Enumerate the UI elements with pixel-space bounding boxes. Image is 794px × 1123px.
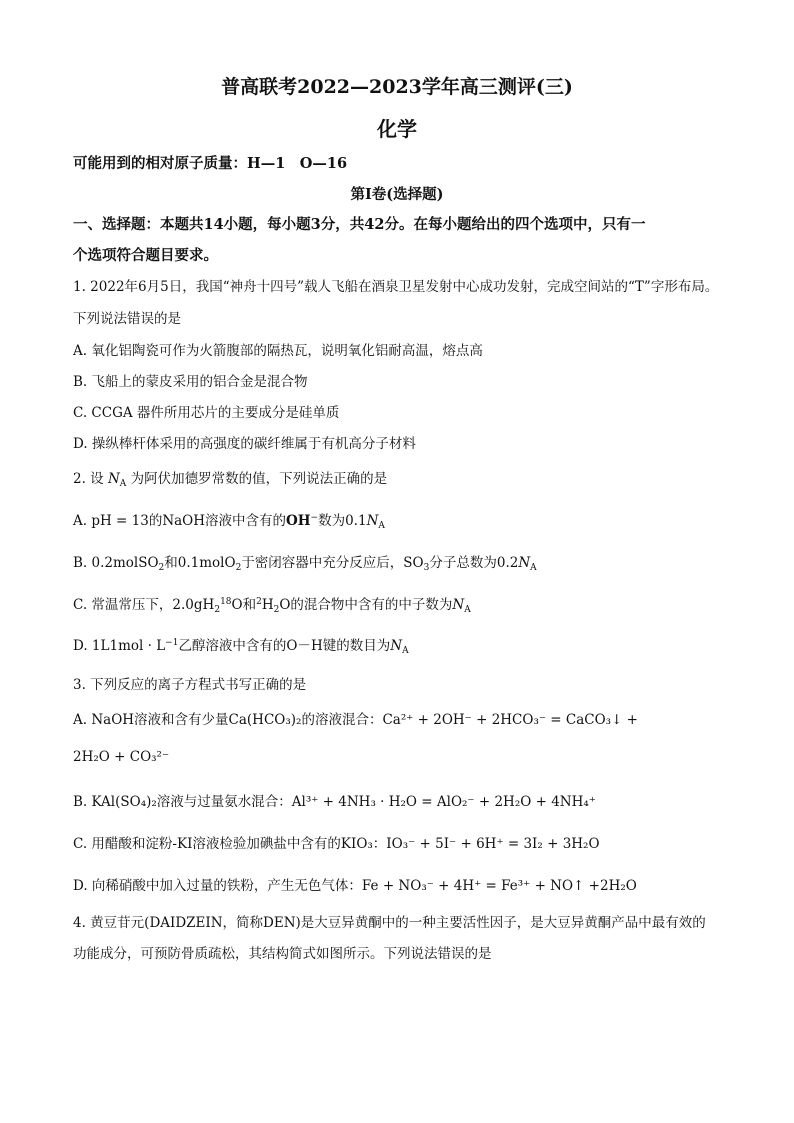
q2-d-text2: 乙醇溶液中含有的O－H键的数目为 xyxy=(178,638,391,654)
q1-option-c: C. CCGA 器件所用芯片的主要成分是硅单质 xyxy=(73,405,340,421)
hydroxide-charge: − xyxy=(310,513,319,523)
subscript: 2 xyxy=(214,605,221,615)
q2-option-a xyxy=(73,509,385,531)
avogadro-subscript: A xyxy=(402,646,409,656)
avogadro-subscript: A xyxy=(530,563,537,573)
section-instructions-line2: 个选项符合题目要求。 xyxy=(73,247,218,264)
q3-option-b: B. KAl(SO₄)₂溶液与过量氨水混合：Al³⁺ + 4NH₃ · H₂O = AlO₂⁻ + 2H₂O + 4NH₄⁺ xyxy=(73,794,596,810)
superscript: 18 xyxy=(220,597,232,607)
q2-d-text1: D. 1L1mol · L xyxy=(73,638,166,654)
q2-option-d xyxy=(73,634,409,656)
subscript: 3 xyxy=(423,563,430,573)
q2-c-text3: H xyxy=(261,597,274,613)
q2-b-text4: 分子总数为0.2 xyxy=(429,555,519,571)
avogadro-symbol: N xyxy=(452,597,465,613)
avogadro-symbol: N xyxy=(366,513,379,529)
q3-option-a-line2: 2H₂O + CO₃²⁻ xyxy=(73,749,170,765)
superscript: 2 xyxy=(256,597,262,607)
subscript: 2 xyxy=(235,563,242,573)
q2-stem-part1: 2. 设 xyxy=(73,471,104,487)
avogadro-subscript: A xyxy=(119,479,127,489)
q1-option-d: D. 操纵棒杆体采用的高强度的碳纤维属于有机高分子材料 xyxy=(73,436,416,452)
avogadro-symbol: N xyxy=(107,471,120,487)
q1-stem-line2: 下列说法错误的是 xyxy=(73,311,181,327)
q1-stem-line1: 1. 2022年6月5日，我国“神舟十四号”载人飞船在酒泉卫星发射中心成功发射，完成空间站的“T”字形布局。 xyxy=(73,279,719,295)
q4-stem-line2: 功能成分，可预防骨质疏松，其结构简式如图所示。下列说法错误的是 xyxy=(73,946,492,962)
section-instructions-line1: 一、选择题：本题共14小题，每小题3分，共42分。在每小题给出的四个选项中，只有一 xyxy=(73,216,646,233)
superscript: −1 xyxy=(165,638,179,648)
q2-stem-part2: 为阿伏加德罗常数的值，下列说法正确的是 xyxy=(130,471,388,487)
hydroxide-formula: OH xyxy=(286,513,311,529)
atomic-mass-note: 可能用到的相对原子质量：H—1 O—16 xyxy=(73,155,348,172)
q3-option-a-line1: A. NaOH溶液和含有少量Ca(HCO₃)₂的溶液混合：Ca²⁺ + 2OH⁻ + 2HCO₃⁻ = CaCO₃↓ + xyxy=(73,712,638,728)
q2-a-text2: 数为0.1 xyxy=(318,513,367,529)
avogadro-subscript: A xyxy=(378,521,385,531)
q2-b-text3: 于密闭容器中充分反应后，SO xyxy=(241,555,424,571)
q1-option-b: B. 飞船上的蒙皮采用的铝合金是混合物 xyxy=(73,374,308,390)
avogadro-symbol: N xyxy=(390,638,403,654)
q2-b-text2: 和0.1molO xyxy=(164,555,236,571)
q2-c-text1: C. 常温常压下，2.0gH xyxy=(73,597,215,613)
q3-option-d: D. 向稀硝酸中加入过量的铁粉，产生无色气体：Fe + NO₃⁻ + 4H⁺ = Fe³⁺ + NO↑ +2H₂O xyxy=(73,878,637,894)
subscript: 2 xyxy=(273,605,280,615)
q2-option-c xyxy=(73,593,471,615)
q2-option-b xyxy=(73,551,537,573)
q2-stem xyxy=(73,467,387,489)
q3-option-c: C. 用醋酸和淀粉-KI溶液检验加碘盐中含有的KIO₃：IO₃⁻ + 5I⁻ + 6H⁺ = 3I₂ + 3H₂O xyxy=(73,836,600,852)
avogadro-subscript: A xyxy=(464,605,471,615)
avogadro-symbol: N xyxy=(518,555,531,571)
q4-stem-line1: 4. 黄豆苷元(DAIDZEIN，简称DEN)是大豆异黄酮中的一种主要活性因子，是大豆异黄酮产品中最有效的 xyxy=(73,915,706,931)
q3-stem: 3. 下列反应的离子方程式书写正确的是 xyxy=(73,677,307,693)
exam-title: 普高联考2022—2023学年高三测评(三) xyxy=(221,76,573,98)
q2-b-text1: B. 0.2molSO xyxy=(73,555,159,571)
subscript: 2 xyxy=(158,563,165,573)
subject-title: 化学 xyxy=(377,117,417,141)
q1-option-a: A. 氧化铝陶瓷可作为火箭腹部的隔热瓦，说明氧化铝耐高温，熔点高 xyxy=(73,343,483,359)
volume-heading: 第I卷(选择题) xyxy=(350,186,444,203)
q2-c-text2: O和 xyxy=(231,597,257,613)
q2-a-text1: A. pH = 13的NaOH溶液中含有的 xyxy=(73,513,287,529)
q2-c-text4: O的混合物中含有的中子数为 xyxy=(279,597,453,613)
